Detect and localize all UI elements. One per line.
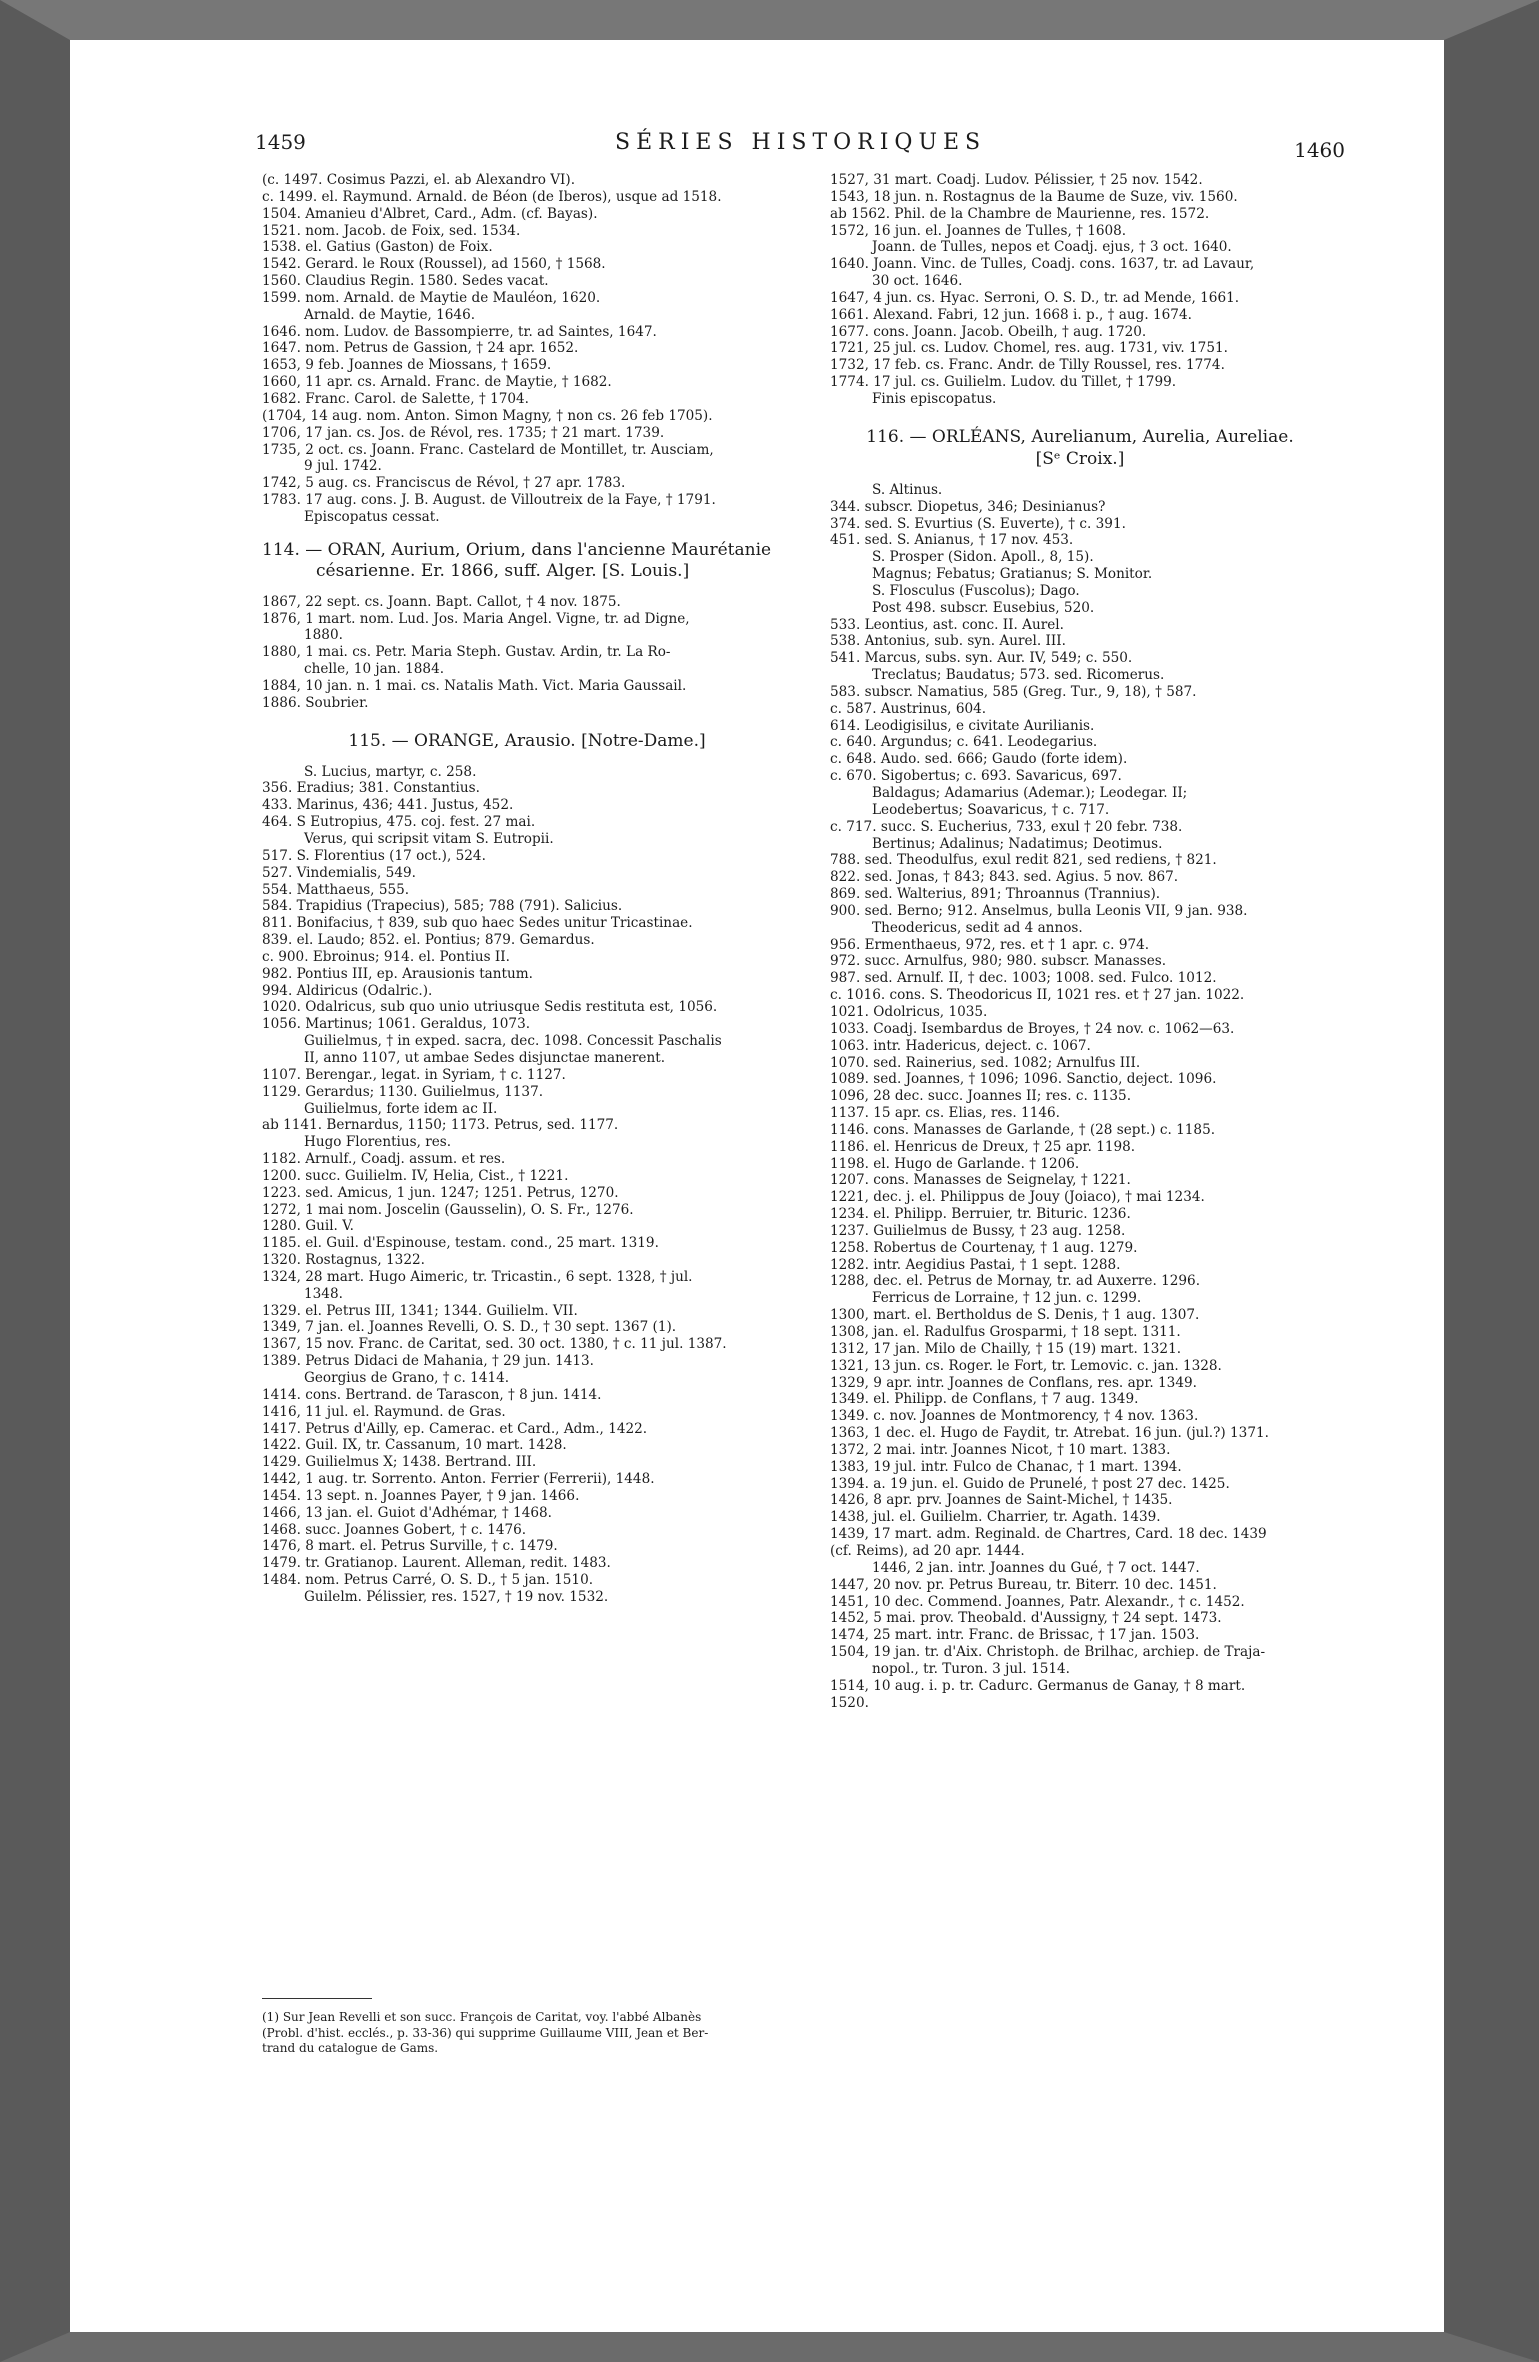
list-item: 1234. el. Philipp. Berruier, tr. Bituric. 1236.	[830, 1206, 1131, 1223]
list-item: 1742, 5 aug. cs. Franciscus de Révol, † 27 apr. 1783.	[262, 475, 626, 492]
list-item: 1367, 15 nov. Franc. de Caritat, sed. 30 oct. 1380, † c. 11 jul. 1387.	[262, 1336, 727, 1353]
list-item: 1320. Rostagnus, 1322.	[262, 1252, 425, 1269]
list-item: c. 648. Audo. sed. 666; Gaudo (forte idem).	[830, 751, 1128, 768]
list-item: 1070. sed. Rainerius, sed. 1082; Arnulfus III.	[830, 1054, 1141, 1071]
list-item: 1572, 16 jun. el. Joannes de Tulles, † 1608.	[830, 222, 1127, 239]
list-item: 1383, 19 jul. intr. Fulco de Chanac, † 1 mart. 1394.	[830, 1458, 1182, 1475]
list-item: 1200. succ. Guilielm. IV, Helia, Cist., † 1221.	[262, 1167, 569, 1184]
oran-heading-line-2: césarienne. Er. 1866, suff. Alger. [S. Louis.]	[316, 560, 690, 581]
list-item: S. Flosculus (Fuscolus); Dago.	[872, 582, 1080, 599]
list-item: 1867, 22 sept. cs. Joann. Bapt. Callot, † 4 nov. 1875.	[262, 593, 621, 610]
list-item: Joann. de Tulles, nepos et Coadj. ejus, † 3 oct. 1640.	[872, 239, 1232, 256]
list-item: ab 1141. Bernardus, 1150; 1173. Petrus, sed. 1177.	[262, 1117, 619, 1134]
list-item: Hugo Florentius, res.	[304, 1134, 452, 1151]
list-item: Treclatus; Baudatus; 573. sed. Ricomerus.	[872, 667, 1165, 684]
list-item: Baldagus; Adamarius (Ademar.); Leodegar. II;	[872, 785, 1188, 801]
footnote-rule	[262, 1998, 372, 1999]
list-item: c. 670. Sigobertus; c. 693. Savaricus, 697.	[830, 768, 1122, 785]
list-item: 1514, 10 aug. i. p. tr. Cadurc. Germanus de Ganay, † 8 mart.	[830, 1677, 1246, 1694]
list-item: 1442, 1 aug. tr. Sorrento. Anton. Ferrier (Ferrerii), 1448.	[262, 1471, 655, 1488]
list-item: 1146. cons. Manasses de Garlande, † (28 sept.) c. 1185.	[830, 1121, 1216, 1138]
list-item: 1721, 25 jul. cs. Ludov. Chomel, res. aug. 1731, viv. 1751.	[830, 340, 1228, 357]
orange-list	[262, 764, 792, 1606]
list-item: 1474, 25 mart. intr. Franc. de Brissac, † 17 jan. 1503.	[830, 1627, 1200, 1644]
list-item: 1504. Amanieu d'Albret, Card., Adm. (cf. Bayas).	[262, 205, 598, 222]
list-item: 1438, jul. el. Guilielm. Charrier, tr. Agath. 1439.	[830, 1509, 1161, 1526]
list-item: 1735, 2 oct. cs. Joann. Franc. Castelard de Montillet, tr. Ausciam,	[262, 441, 714, 458]
list-item: 1538. el. Gatius (Gaston) de Foix.	[262, 239, 493, 256]
list-item: 1329. el. Petrus III, 1341; 1344. Guilielm. VII.	[262, 1302, 578, 1319]
list-item: 1484. nom. Petrus Carré, O. S. D., † 5 jan. 1510.	[262, 1572, 594, 1589]
list-item: 1237. Guilielmus de Bussy, † 23 aug. 1258.	[830, 1222, 1126, 1239]
list-item: 1394. a. 19 jun. el. Guido de Prunelé, † post 27 dec. 1425.	[830, 1475, 1230, 1492]
list-item: Post 498. subscr. Eusebius, 520.	[872, 599, 1095, 616]
list-item: 1207. cons. Manasses de Seignelay, † 1221.	[830, 1172, 1131, 1189]
oran-heading	[262, 540, 792, 582]
list-item: 900. sed. Berno; 912. Anselmus, bulla Leonis VII, 9 jan. 938.	[830, 902, 1248, 919]
list-item: S. Altinus.	[872, 481, 943, 498]
list-item: 1096, 28 dec. succ. Joannes II; res. c. 1135.	[830, 1088, 1132, 1105]
list-item: 1089. sed. Joannes, † 1096; 1096. Sanctio, deject. 1096.	[830, 1071, 1217, 1088]
list-item: 1647. nom. Petrus de Gassion, † 24 apr. 1652.	[262, 340, 579, 357]
list-item: nopol., tr. Turon. 3 jul. 1514.	[872, 1660, 1070, 1677]
list-item: Ferricus de Lorraine, † 12 jun. c. 1299.	[872, 1290, 1142, 1307]
list-item: Guilelm. Pélissier, res. 1527, † 19 nov. 1532.	[304, 1588, 609, 1605]
list-item: 1560. Claudius Regin. 1580. Sedes vacat.	[262, 273, 549, 290]
list-item: 1466, 13 jan. el. Guiot d'Adhémar, † 1468.	[262, 1504, 552, 1521]
list-item: c. 1499. el. Raymund. Arnald. de Béon (de Iberos), usque ad 1518.	[262, 188, 722, 205]
page-number-left: 1459	[255, 130, 306, 154]
list-item: 1223. sed. Amicus, 1 jun. 1247; 1251. Petrus, 1270.	[262, 1184, 619, 1201]
list-item: 788. sed. Theodulfus, exul redit 821, sed rediens, † 821.	[830, 852, 1217, 869]
list-item: Theodericus, sedit ad 4 annos.	[872, 919, 1083, 936]
list-item: 533. Leontius, ast. conc. II. Aurel.	[830, 616, 1064, 633]
list-item: 1640. Joann. Vinc. de Tulles, Coadj. cons. 1637, tr. ad Lavaur,	[830, 256, 1255, 273]
list-item: 433. Marinus, 436; 441. Justus, 452.	[262, 797, 514, 814]
list-item: 554. Matthaeus, 555.	[262, 881, 410, 898]
list-item: Guilielmus, forte idem ac II.	[304, 1100, 498, 1117]
list-item: 1468. succ. Joannes Gobert, † c. 1476.	[262, 1521, 527, 1538]
list-item: 1774. 17 jul. cs. Guilielm. Ludov. du Tillet, † 1799.	[830, 374, 1177, 391]
list-item: (Probl. d'hist. ecclés., p. 33-36) qui supprime Guillaume VIII, Jean et Ber-	[262, 2025, 709, 2040]
list-item: 1446, 2 jan. intr. Joannes du Gué, † 7 oct. 1447.	[872, 1559, 1200, 1576]
list-item: 982. Pontius III, ep. Arausionis tantum.	[262, 965, 533, 982]
footnote	[262, 2010, 792, 2057]
list-item: 538. Antonius, sub. syn. Aurel. III.	[830, 633, 1066, 650]
list-item: 1414. cons. Bertrand. de Tarascon, † 8 jun. 1414.	[262, 1386, 602, 1403]
oran-list	[262, 594, 792, 712]
list-item: 1454. 13 sept. n. Joannes Payer, † 9 jan. 1466.	[262, 1487, 580, 1504]
list-item: 1599. nom. Arnald. de Maytie de Mauléon, 1620.	[262, 289, 601, 306]
list-item: trand du catalogue de Gams.	[262, 2041, 439, 2055]
list-item: (cf. Reims), ad 20 apr. 1444.	[830, 1542, 1025, 1559]
list-item: 1542. Gerard. le Roux (Roussel), ad 1560, † 1568.	[262, 256, 606, 273]
list-item: 1520.	[830, 1694, 869, 1711]
list-item: 614. Leodigisilus, e civitate Aurilianis.	[830, 717, 1095, 734]
list-item: 1308, jan. el. Radulfus Grosparmi, † 18 sept. 1311.	[830, 1324, 1181, 1340]
list-item: 356. Eradius; 381. Constantius.	[262, 780, 480, 797]
list-item: 1647, 4 jun. cs. Hyac. Serroni, O. S. D., tr. ad Mende, 1661.	[830, 289, 1240, 306]
list-item: Magnus; Febatus; Gratianus; S. Monitor.	[872, 566, 1153, 583]
list-item: 1447, 20 nov. pr. Petrus Bureau, tr. Biterr. 10 dec. 1451.	[830, 1576, 1217, 1593]
list-item: 1349. c. nov. Joannes de Montmorency, † 4 nov. 1363.	[830, 1408, 1199, 1425]
list-item: 1324, 28 mart. Hugo Aimeric, tr. Tricastin., 6 sept. 1328, † jul.	[262, 1268, 693, 1285]
page-number-right: 1460	[1294, 138, 1345, 162]
list-item: 1312, 17 jan. Milo de Chailly, † 15 (19) mart. 1321.	[830, 1340, 1182, 1357]
list-item: 583. subscr. Namatius, 585 (Greg. Tur., 9, 18), † 587.	[830, 683, 1197, 700]
list-item: 1439, 17 mart. adm. Reginald. de Chartres, Card. 18 dec. 1439	[830, 1526, 1267, 1543]
list-item: 1221, dec. j. el. Philippus de Jouy (Joiaco), † mai 1234.	[830, 1189, 1205, 1206]
list-item: 1056. Martinus; 1061. Geraldus, 1073.	[262, 1016, 531, 1033]
list-item: 584. Trapidius (Trapecius), 585; 788 (791). Salicius.	[262, 898, 623, 915]
list-item: 30 oct. 1646.	[872, 273, 963, 290]
list-item: 1186. el. Henricus de Dreux, † 25 apr. 1198.	[830, 1138, 1136, 1155]
list-item: 1452, 5 mai. prov. Theobald. d'Aussigny, † 24 sept. 1473.	[830, 1610, 1222, 1627]
list-item: 464. S Eutropius, 475. coj. fest. 27 mai.	[262, 814, 536, 831]
list-item: 1021. Odolricus, 1035.	[830, 1003, 988, 1020]
list-item: 1886. Soubrier.	[262, 694, 369, 711]
list-item: 1321, 13 jun. cs. Roger. le Fort, tr. Lemovic. c. jan. 1328.	[830, 1357, 1222, 1374]
list-item: 869. sed. Walterius, 891; Throannus (Trannius).	[830, 886, 1161, 903]
list-item: 1389. Petrus Didaci de Mahania, † 29 jun. 1413.	[262, 1353, 594, 1370]
orleans-heading-line-2: [Sᵉ Croix.]	[1035, 448, 1125, 469]
list-item: 1063. intr. Hadericus, deject. c. 1067.	[830, 1037, 1091, 1054]
list-item: Finis episcopatus.	[872, 390, 997, 407]
list-item: c. 640. Argundus; c. 641. Leodegarius.	[830, 734, 1098, 751]
list-item: 1349. el. Philipp. de Conflans, † 7 aug. 1349.	[830, 1391, 1139, 1408]
right-top-list	[830, 172, 1330, 408]
list-item: 1884, 10 jan. n. 1 mai. cs. Natalis Math. Vict. Maria Gaussail.	[262, 677, 687, 694]
list-item: 839. el. Laudo; 852. el. Pontius; 879. Gemardus.	[262, 932, 595, 949]
list-item: c. 900. Ebroinus; 914. el. Pontius II.	[262, 948, 510, 965]
list-item: 1020. Odalricus, sub quo unio utriusque Sedis restituta est, 1056.	[262, 999, 718, 1016]
list-item: 374. sed. S. Evurtius (S. Euverte), † c. 391.	[830, 515, 1126, 532]
list-item: 1363, 1 dec. el. Hugo de Faydit, tr. Atrebat. 16 jun. (jul.?) 1371.	[830, 1425, 1269, 1442]
list-item: Verus, qui scripsit vitam S. Eutropii.	[304, 831, 554, 847]
oran-heading-line-1: 114. — ORAN, Aurium, Orium, dans l'ancienne Maurétanie	[262, 539, 772, 560]
list-item: (1704, 14 aug. nom. Anton. Simon Magny, † non cs. 26 feb 1705).	[262, 407, 713, 424]
list-item: 1272, 1 mai nom. Joscelin (Gausselin), O. S. Fr., 1276.	[262, 1201, 634, 1218]
list-item: 1527, 31 mart. Coadj. Ludov. Pélissier, † 25 nov. 1542.	[830, 172, 1203, 188]
left-column	[262, 172, 792, 1606]
list-item: 451. sed. S. Anianus, † 17 nov. 453.	[830, 532, 1074, 549]
list-item: 527. Vindemialis, 549.	[262, 864, 416, 881]
list-item: 1137. 15 apr. cs. Elias, res. 1146.	[830, 1105, 1060, 1122]
list-item: 1661. Alexand. Fabri, 12 jun. 1668 i. p., † aug. 1674.	[830, 306, 1192, 323]
list-item: 1288, dec. el. Petrus de Mornay, tr. ad Auxerre. 1296.	[830, 1273, 1201, 1290]
list-item: 822. sed. Jonas, † 843; 843. sed. Agius. 5 nov. 867.	[830, 869, 1179, 886]
list-item: 541. Marcus, subs. syn. Aur. IV, 549; c. 550.	[830, 650, 1133, 667]
list-item: Episcopatus cessat.	[304, 508, 440, 525]
list-item: 811. Bonifacius, † 839, sub quo haec Sedes unitur Tricastinae.	[262, 915, 693, 932]
orleans-heading	[830, 426, 1330, 470]
page-header	[255, 130, 1345, 170]
list-item: 1706, 17 jan. cs. Jos. de Révol, res. 1735; † 21 mart. 1739.	[262, 424, 665, 441]
list-item: 1682. Franc. Carol. de Salette, † 1704.	[262, 390, 529, 407]
list-item: 1185. el. Guil. d'Espinouse, testam. cond., 25 mart. 1319.	[262, 1235, 659, 1252]
list-item: 1521. nom. Jacob. de Foix, sed. 1534.	[262, 222, 521, 239]
list-item: 1349, 7 jan. el. Joannes Revelli, O. S. D., † 30 sept. 1367 (1).	[262, 1319, 677, 1336]
list-item: 1429. Guilielmus X; 1438. Bertrand. III.	[262, 1454, 537, 1471]
list-item: c. 717. succ. S. Eucherius, 733, exul † 20 febr. 738.	[830, 818, 1183, 835]
list-item: 1129. Gerardus; 1130. Guilielmus, 1137.	[262, 1083, 544, 1100]
list-item: 1504, 19 jan. tr. d'Aix. Christoph. de Brilhac, archiep. de Traja-	[830, 1644, 1266, 1661]
orange-heading: 115. — ORANGE, Arausio. [Notre-Dame.]	[348, 730, 706, 751]
page-title: SÉRIES HISTORIQUES	[615, 130, 987, 155]
list-item: Leodebertus; Soavaricus, † c. 717.	[872, 801, 1110, 818]
list-item: Bertinus; Adalinus; Nadatimus; Deotimus.	[872, 835, 1163, 852]
list-item: Guilielmus, † in exped. sacra, dec. 1098. Concessit Paschalis	[304, 1033, 722, 1050]
list-item: 1417. Petrus d'Ailly, ep. Camerac. et Card., Adm., 1422.	[262, 1420, 648, 1437]
list-item: 956. Ermenthaeus, 972, res. et † 1 apr. c. 974.	[830, 936, 1150, 953]
list-item: 1182. Arnulf., Coadj. assum. et res.	[262, 1151, 506, 1168]
list-item: 1422. Guil. IX, tr. Cassanum, 10 mart. 1428.	[262, 1437, 567, 1454]
list-item: 1880, 1 mai. cs. Petr. Maria Steph. Gustav. Ardin, tr. La Ro-	[262, 644, 671, 661]
list-item: 1348.	[304, 1285, 343, 1302]
list-item: 1107. Berengar., legat. in Syriam, † c. 1127.	[262, 1066, 566, 1083]
list-item: 1732, 17 feb. cs. Franc. Andr. de Tilly Roussel, res. 1774.	[830, 357, 1225, 374]
list-item: 344. subscr. Diopetus, 346; Desinianus?	[830, 498, 1106, 515]
list-item: 972. succ. Arnulfus, 980; 980. subscr. Manasses.	[830, 953, 1167, 970]
list-item: 1416, 11 jul. el. Raymund. de Gras.	[262, 1403, 506, 1420]
list-item: c. 587. Austrinus, 604.	[830, 700, 987, 717]
list-item: S. Prosper (Sidon. Apoll., 8, 15).	[872, 549, 1094, 566]
list-item: 1660, 11 apr. cs. Arnald. Franc. de Maytie, † 1682.	[262, 374, 612, 391]
list-item: 1282. intr. Aegidius Pastai, † 1 sept. 1288.	[830, 1256, 1121, 1273]
list-item: 1033. Coadj. Isembardus de Broyes, † 24 nov. c. 1062—63.	[830, 1020, 1235, 1037]
list-item: 517. S. Florentius (17 oct.), 524.	[262, 847, 486, 864]
list-item: 1451, 10 dec. Commend. Joannes, Patr. Alexandr., † c. 1452.	[830, 1593, 1245, 1610]
list-item: 1280. Guil. V.	[262, 1218, 354, 1235]
list-item: 1426, 8 apr. prv. Joannes de Saint-Michel, † 1435.	[830, 1492, 1173, 1509]
right-column	[830, 172, 1330, 1711]
list-item: 987. sed. Arnulf. II, † dec. 1003; 1008. sed. Fulco. 1012.	[830, 970, 1217, 987]
list-item: 1646. nom. Ludov. de Bassompierre, tr. ad Saintes, 1647.	[262, 323, 657, 340]
list-item: 1329, 9 apr. intr. Joannes de Conflans, res. apr. 1349.	[830, 1374, 1197, 1391]
orleans-heading-line-1: 116. — ORLÉANS, Aurelianum, Aurelia, Aureliae.	[866, 426, 1294, 447]
list-item: c. 1016. cons. S. Theodoricus II, 1021 res. et † 27 jan. 1022.	[830, 987, 1245, 1004]
list-item: ab 1562. Phil. de la Chambre de Maurienne, res. 1572.	[830, 205, 1210, 222]
list-item: Georgius de Grano, † c. 1414.	[304, 1370, 510, 1386]
list-item: II, anno 1107, ut ambae Sedes disjunctae manerent.	[304, 1049, 666, 1066]
list-item: 994. Aldiricus (Odalric.).	[262, 982, 433, 999]
left-top-list	[262, 172, 792, 526]
list-item: S. Lucius, martyr, c. 258.	[304, 763, 477, 780]
list-item: 1876, 1 mart. nom. Lud. Jos. Maria Angel. Vigne, tr. ad Digne,	[262, 610, 690, 627]
list-item: 1258. Robertus de Courtenay, † 1 aug. 1279.	[830, 1239, 1138, 1256]
list-item: 1372, 2 mai. intr. Joannes Nicot, † 10 mart. 1383.	[830, 1441, 1171, 1458]
list-item: 1476, 8 mart. el. Petrus Surville, † c. 1479.	[262, 1538, 558, 1555]
list-item: chelle, 10 jan. 1884.	[304, 661, 445, 678]
list-item: 1479. tr. Gratianop. Laurent. Alleman, redit. 1483.	[262, 1555, 611, 1572]
orleans-list	[830, 482, 1330, 1712]
list-item: Arnald. de Maytie, 1646.	[304, 306, 476, 323]
list-item: 1880.	[304, 627, 343, 644]
list-item: 1783. 17 aug. cons. J. B. August. de Villoutreix de la Faye, † 1791.	[262, 492, 716, 509]
list-item: 1198. el. Hugo de Garlande. † 1206.	[830, 1155, 1080, 1172]
list-item: 9 jul. 1742.	[304, 458, 382, 475]
list-item: (c. 1497. Cosimus Pazzi, el. ab Alexandro VI).	[262, 172, 576, 188]
list-item: 1677. cons. Joann. Jacob. Obeilh, † aug. 1720.	[830, 323, 1147, 340]
list-item: 1300, mart. el. Bertholdus de S. Denis, † 1 aug. 1307.	[830, 1307, 1200, 1324]
list-item: 1543, 18 jun. n. Rostagnus de la Baume de Suze, viv. 1560.	[830, 188, 1238, 205]
list-item: 1653, 9 feb. Joannes de Miossans, † 1659.	[262, 357, 552, 374]
list-item: (1) Sur Jean Revelli et son succ. François de Caritat, voy. l'abbé Albanès	[262, 2010, 702, 2024]
